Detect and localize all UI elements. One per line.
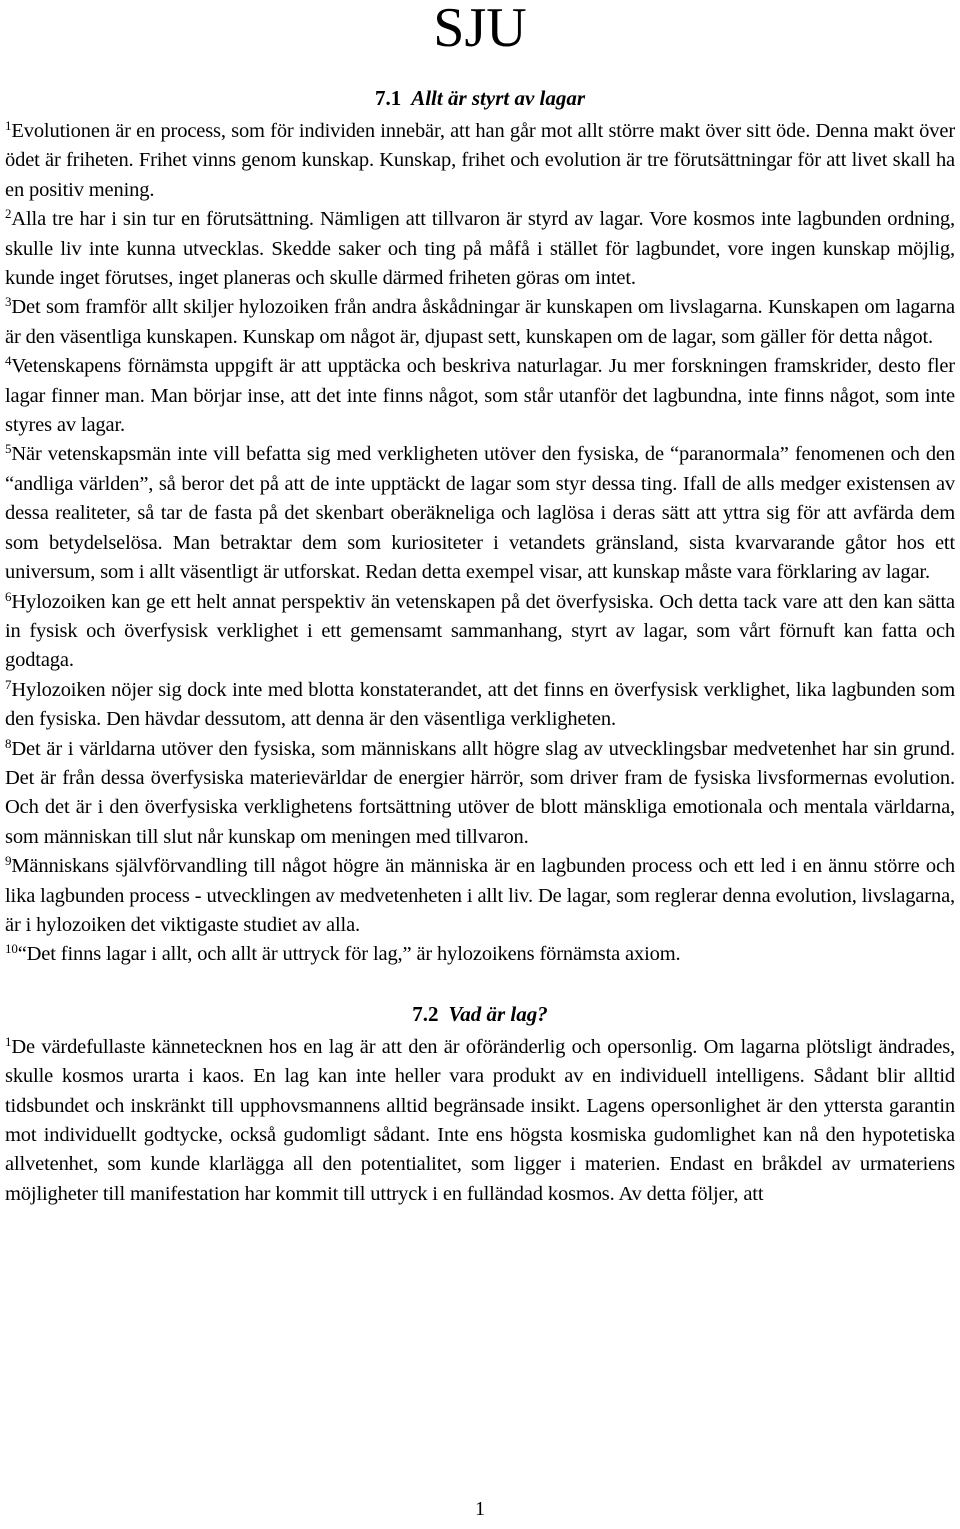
paragraph-text: Hylozoiken kan ge ett helt annat perspektiv än vetenskapen på det överfysiska. Och detta tack vare att den kan sätta in fysisk och överfysisk verklighet i ett gemensamt sammanhang, styrt av lagar, som vårt förnuft kan fatta och godtaga.: [5, 590, 955, 672]
paragraph-number: 5: [5, 441, 12, 457]
paragraph: [5, 676, 955, 735]
section-heading: [5, 1000, 955, 1029]
paragraph-text: Människans självförvandling till något högre än människa är en lagbunden process och ett led i en ännu större och lika lagbunden process - utvecklingen av medvetenheten i allt liv. De lagar, som reglerar denna evolution, livslagarna, är i hylozoiken det viktigaste studiet av alla.: [5, 855, 955, 936]
chapter-title: SJU: [433, 0, 527, 59]
paragraph-text: Hylozoiken nöjer sig dock inte med blotta konstaterandet, att det finns en överfysisk verklighet, lika lagbunden som den fysiska. Den hävdar dessutom, att denna är den väsentliga verkligheten.: [5, 678, 955, 731]
paragraph-text: Vetenskapens förnämsta uppgift är att upptäcka och beskriva naturlagar. Ju mer forskningen framskrider, desto fler lagar finner man. Man börjar inse, att det inte finns något, som står utanför det lagbundna, inte finns något, som inte styres av lagar.: [5, 355, 955, 437]
paragraph: [5, 1033, 955, 1209]
paragraph: [5, 117, 955, 205]
section-title: Allt är styrt av lagar: [411, 86, 586, 110]
paragraph-number: 4: [5, 353, 12, 369]
paragraph: [5, 588, 955, 676]
section-number: 7.1: [374, 86, 402, 110]
paragraph-text: De värdefullaste kännetecknen hos en lag är att den är oföränderlig och opersonlig. Om lagarna plötsligt ändrades, skulle kosmos urarta i kaos. En lag kan inte heller vara produkt av en individuell intelligens. Sådant blir alltid tidsbundet och inskränkt till upphovsmannens alltid begränsade insikt. Lagens opersonlighet är den yttersta garantin mot individuellt godtycke, också gudomligt sådant. Inte ens högsta kosmiska gudomlighet kan nå den hypotetiska allvetenhet, som kunde klarlägga all den potentialitet, som ligger i materien. Endast en bråkdel av urmateriens möjligheter till manifestation har kommit till uttryck i en fulländad kosmos. Av detta följer, att: [5, 1035, 955, 1205]
section-title: Vad är lag?: [448, 1001, 548, 1026]
paragraph-text: Det som framför allt skiljer hylozoiken från andra åskådningar är kunskapen om livslagarna. Kunskapen om lagarna är den väsentliga kunskapen. Kunskap om något är, djupast sett, kunskapen om de lagar, som gäller för detta något.: [5, 296, 955, 348]
page-number: 1: [475, 1498, 485, 1520]
paragraph: [5, 205, 955, 293]
section-number: 7.2: [412, 1001, 439, 1026]
paragraph: [5, 352, 955, 440]
paragraph-number: 8: [5, 735, 12, 751]
paragraph-text: När vetenskapsmän inte vill befatta sig med verkligheten utöver den fysiska, de “paranormala” fenomenen och den “andliga världen”, så beror det på att de inte upptäckt de lagar som styr dessa ting. Ifall de alls medger existensen av dessa realiteter, så tar de fasta på det skenbart oberäkneliga och laglösa i deras sätt att yttra sig för att avfärda dem som betydelselösa. Man betraktar dem som kuriositeter i vetandets gränsland, sista kvarvarande gåtor hos ett universum, som i allt väsentligt är utforskat. Redan detta exempel visar, att kunskap måste vara förklaring av lagar.: [5, 443, 955, 584]
paragraph: [5, 735, 955, 853]
document-page: [5, 0, 955, 1209]
paragraph-text: “Det finns lagar i allt, och allt är uttryck för lag,” är hylozoikens förnämsta axiom.: [17, 943, 681, 966]
paragraph-number: 7: [5, 676, 12, 692]
paragraph-text: Det är i världarna utöver den fysiska, som människans allt högre slag av utvecklingsbar medvetenhet har sin grund. Det är från dessa överfysiska materievärldar de energier härrör, som driver fram de fysiska livsformernas evolution. Och det är i den överfysiska verklighetens fortsättning utöver de blott mänskliga emotionala och mentala världarna, som människan till slut når kunskap om meningen med tillvaron.: [5, 737, 955, 848]
paragraph: [5, 293, 955, 352]
section-heading: [5, 84, 955, 113]
paragraph-number: 2: [5, 206, 12, 222]
paragraph: [5, 852, 955, 940]
paragraph-number: 10: [5, 941, 18, 957]
paragraph-text: Alla tre har i sin tur en förutsättning. Nämligen att tillvaron är styrd av lagar. Vore kosmos inte lagbunden ordning, skulle liv inte kunna utvecklas. Skedde saker och ting på måfå i stället för lagbundet, vore ingen kunskap möjlig, kunde inget förutses, inget planeras och skulle därmed friheten göras om intet.: [5, 208, 955, 290]
paragraph-text: Evolutionen är en process, som för individen innebär, att han går mot allt större makt över sitt öde. Denna makt över ödet är friheten. Frihet vinns genom kunskap. Kunskap, frihet och evolution är tre förutsättningar för att livet skall ha en positiv mening.: [5, 120, 955, 201]
paragraph-number: 9: [5, 853, 12, 869]
paragraph-number: 3: [5, 294, 12, 310]
paragraph-number: 1: [5, 1033, 12, 1049]
paragraph: [5, 940, 955, 969]
paragraph-number: 1: [5, 117, 12, 133]
paragraph: [5, 440, 955, 587]
paragraph-number: 6: [5, 588, 12, 604]
